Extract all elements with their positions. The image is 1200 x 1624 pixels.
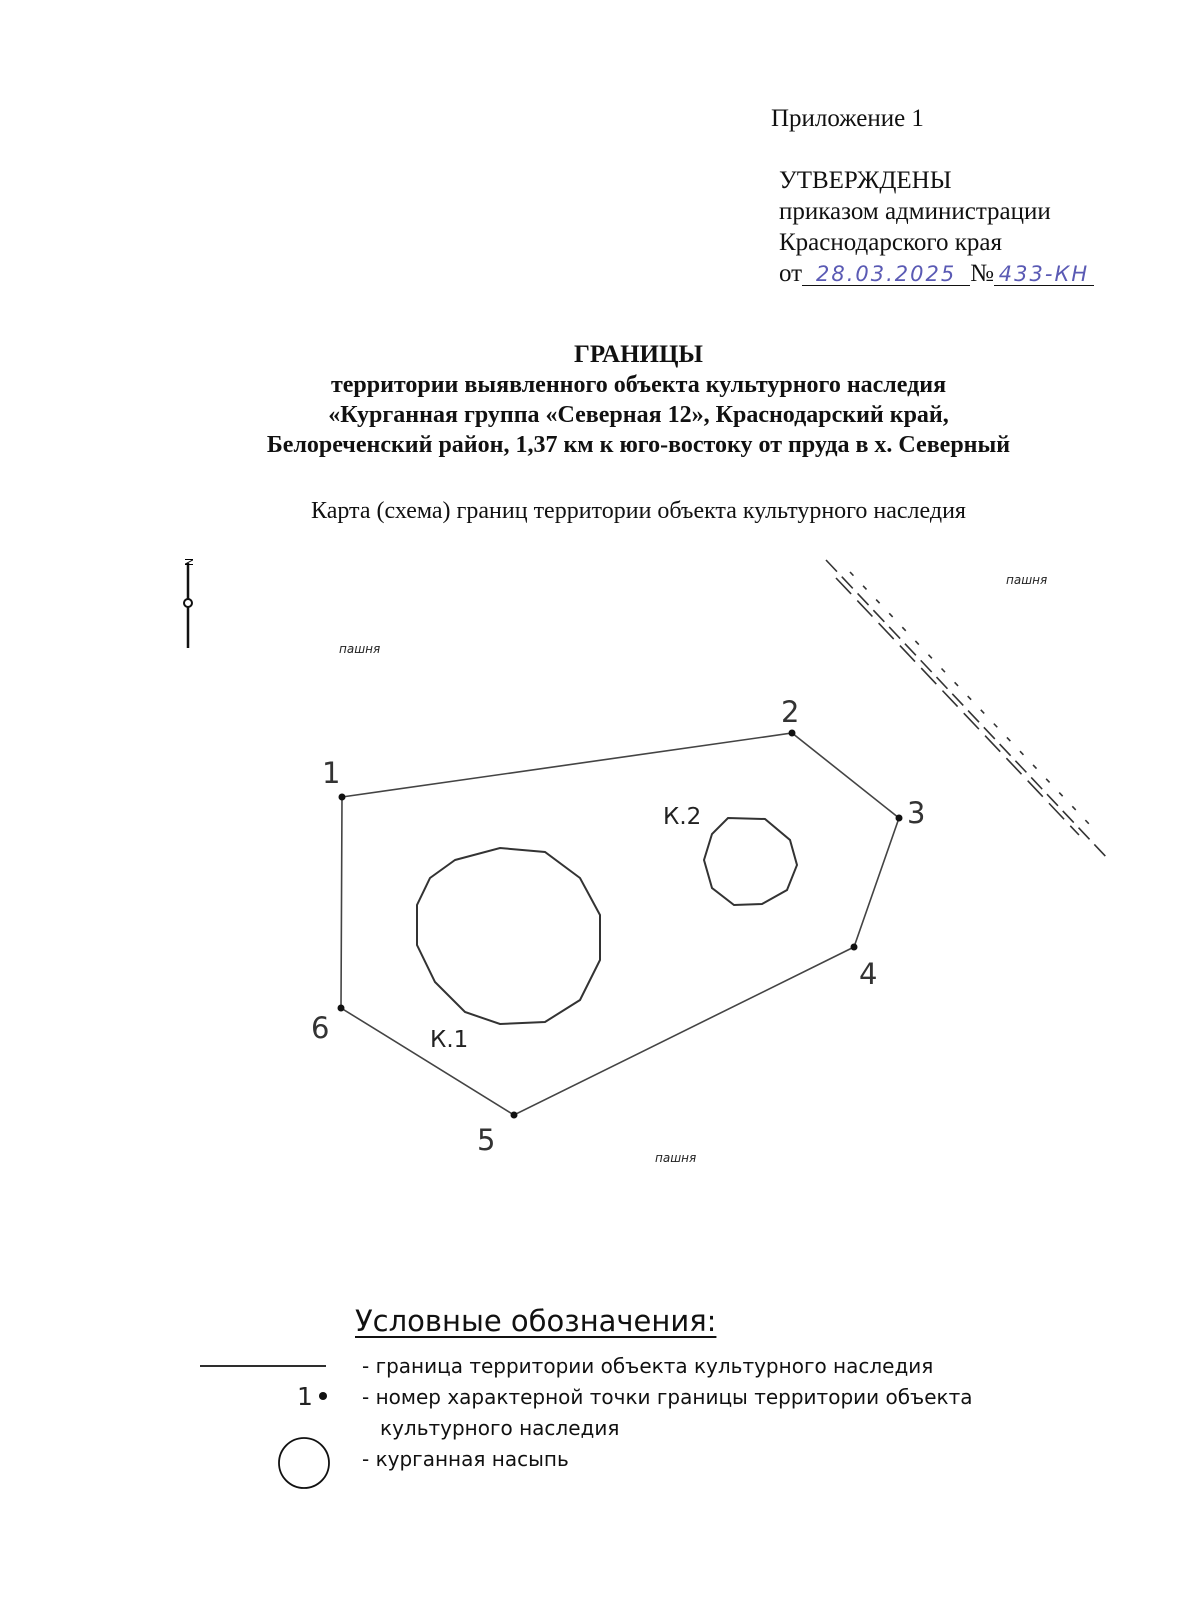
legend-item-point-cont: культурного наследия <box>380 1416 620 1440</box>
boundary-point <box>339 794 346 801</box>
boundary-point <box>338 1005 345 1012</box>
boundary-point <box>789 730 796 737</box>
approved-line-1: приказом администрации <box>779 198 1051 225</box>
mound-label: К.1 <box>430 1027 469 1053</box>
appendix-label: Приложение 1 <box>771 105 924 132</box>
legend-point-dot-symbol <box>319 1392 327 1400</box>
field-label: пашня <box>339 642 381 656</box>
point-number: 1 <box>322 756 341 790</box>
map-subtitle: Карта (схема) границ территории объекта культурного наследия <box>311 498 966 524</box>
point-number: 4 <box>859 957 878 991</box>
mound-label: К.2 <box>663 804 702 830</box>
legend-item-boundary: - граница территории объекта культурного наследия <box>362 1354 934 1378</box>
point-number: 3 <box>907 796 926 830</box>
handwritten-date: 28.03.2025 <box>802 263 970 286</box>
title-line-2: «Курганная группа «Северная 12», Краснодарский край, <box>328 402 949 428</box>
north-letter: N <box>182 557 195 567</box>
legend-point-number-symbol: 1 <box>297 1382 313 1411</box>
title-line-3: Белореченский район, 1,37 км к юго-востоку от пруда в х. Северный <box>266 432 1011 458</box>
number-prefix: № <box>970 260 994 287</box>
legend-item-mound: - курганная насыпь <box>362 1447 569 1471</box>
title-line-1: территории выявленного объекта культурного наследия <box>330 372 947 398</box>
boundary-point <box>511 1112 518 1119</box>
legend-heading: Условные обозначения: <box>355 1304 717 1338</box>
field-label: пашня <box>1006 573 1048 587</box>
boundary-point <box>851 944 858 951</box>
mound-k1 <box>417 848 600 1024</box>
approved-line-2: Краснодарского края <box>779 229 1002 256</box>
boundary-point <box>896 815 903 822</box>
road-lines <box>826 560 1110 861</box>
boundary-points <box>338 730 903 1119</box>
territory-boundary <box>341 733 899 1115</box>
point-number: 2 <box>781 695 800 729</box>
mound-k2 <box>704 818 797 905</box>
field-label: пашня <box>655 1151 697 1165</box>
legend-item-point: - номер характерной точки границы территории объекта <box>362 1385 973 1409</box>
approved-title: УТВЕРЖДЕНЫ <box>779 167 952 194</box>
point-number: 6 <box>311 1011 330 1045</box>
handwritten-number: 433-КН <box>994 263 1094 286</box>
legend-mound-symbol <box>279 1438 329 1488</box>
north-arrow <box>182 558 195 648</box>
date-prefix: от <box>779 260 803 287</box>
title-main: ГРАНИЦЫ <box>574 341 703 368</box>
point-number: 5 <box>477 1123 496 1157</box>
